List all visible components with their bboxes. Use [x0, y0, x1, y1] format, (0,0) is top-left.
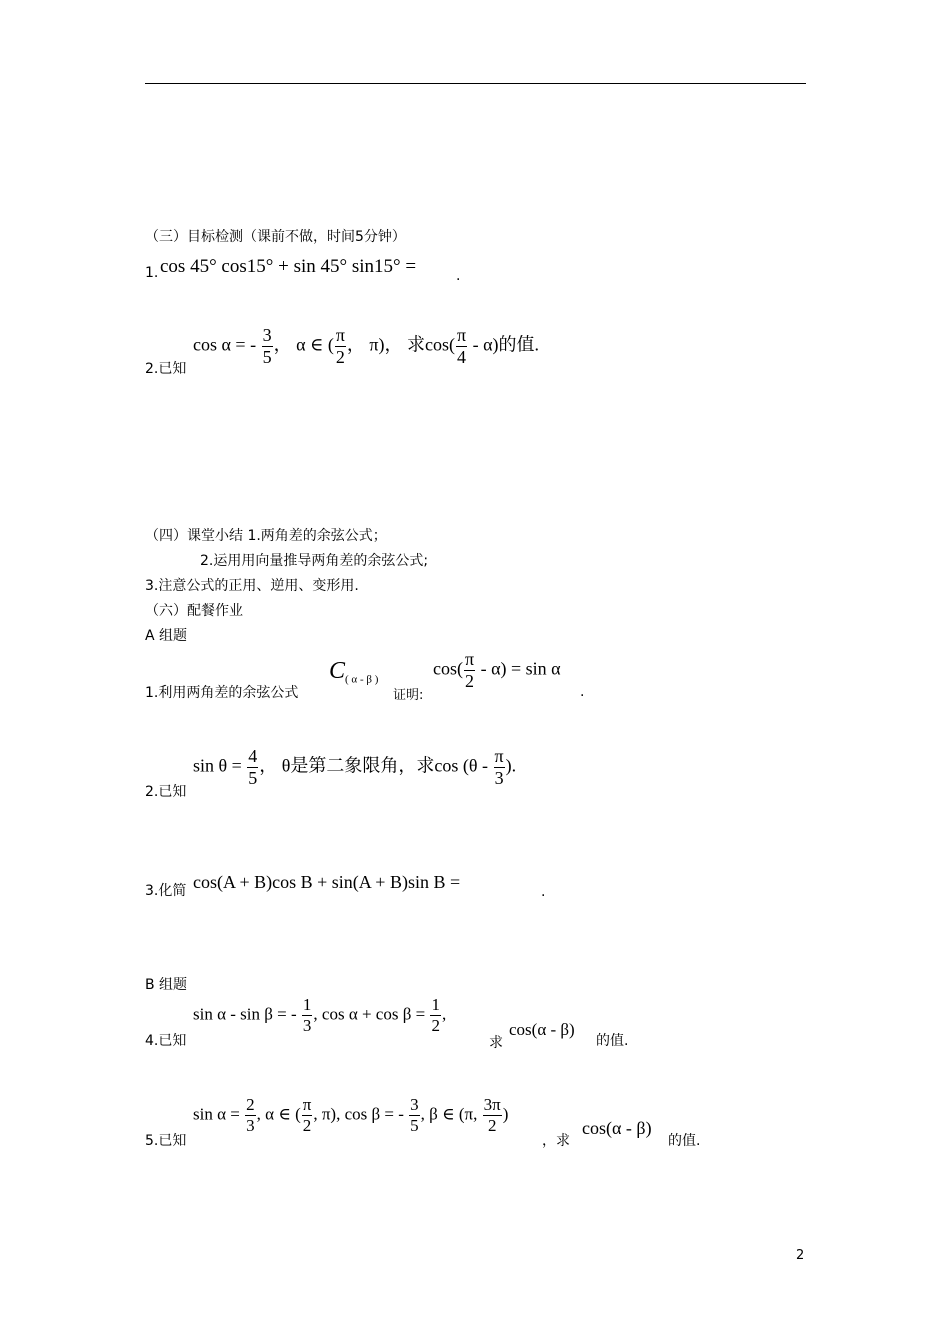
b4-formula: sin α - sin β = - $\frac{1}{3}$ , cos α + cos β = $\frac{1}{2}$ , [193, 995, 447, 1035]
q2-label: 2.已知 [145, 361, 187, 377]
q1-label: 1. [145, 265, 159, 281]
a1-end: . [580, 684, 585, 700]
q1-formula: cos 45° cos15° + sin 45° sin15° = [160, 256, 417, 277]
group-a-title: A 组题 [145, 628, 188, 644]
a3-formula: cos(A + B)cos B + sin(A + B)sin B = [193, 872, 461, 892]
b5-qiu: ，求 [542, 1133, 570, 1149]
a1-prove: 证明: [393, 688, 424, 703]
section3-title: （三）目标检测（课前不做，时间5分钟） [145, 229, 406, 245]
summary-line-3: 3.注意公式的正用、逆用、变形用. [145, 578, 359, 594]
summary-line-2: 2.运用用向量推导两角差的余弦公式; [200, 553, 429, 569]
b4-end: 的值. [596, 1033, 629, 1049]
q1-end: . [456, 268, 461, 284]
b5-end: 的值. [668, 1133, 701, 1149]
summary-line-1: （四）课堂小结 1.两角差的余弦公式； [145, 528, 387, 544]
q2-formula: cos α = - $\frac{3}{5}$ ， α ∈ ( $\frac{\pi}{2}$ ， π)， 求cos( $\frac{\pi}{4}$ - α)的值. [193, 325, 540, 367]
a2-formula: sin θ = $\frac{4}{5}$ ， θ是第二象限角，求cos (θ - $\frac{\pi}{3}$ ). [193, 746, 517, 788]
header-rule [145, 83, 806, 84]
b4-target: cos(α - β) [509, 1020, 575, 1039]
group-b-title: B 组题 [145, 977, 188, 993]
a1-formula: cos( $\frac{\pi}{2}$ - α) = sin α [433, 649, 561, 691]
b4-label: 4.已知 [145, 1033, 187, 1049]
section6-title: （六）配餐作业 [145, 603, 243, 619]
a1-label: 1.利用两角差的余弦公式 [145, 685, 299, 701]
b5-formula: sin α = $\frac{2}{3}$ , α ∈ ( $\frac{\pi}{2}$ , π), cos β = - $\frac{3}{5}$ , β ∈ (π, $\frac{3\pi}{2}$ ) [193, 1095, 509, 1135]
b4-qiu: 求 [489, 1035, 503, 1051]
a2-label: 2.已知 [145, 784, 187, 800]
a3-label: 3.化简 [145, 883, 187, 899]
b5-target: cos(α - β) [582, 1118, 652, 1138]
a1-c-symbol: $C_{( \alpha - \beta )}$ [329, 658, 379, 686]
b5-label: 5.已知 [145, 1133, 187, 1149]
page-number: 2 [796, 1248, 805, 1263]
a3-end: . [541, 884, 546, 900]
